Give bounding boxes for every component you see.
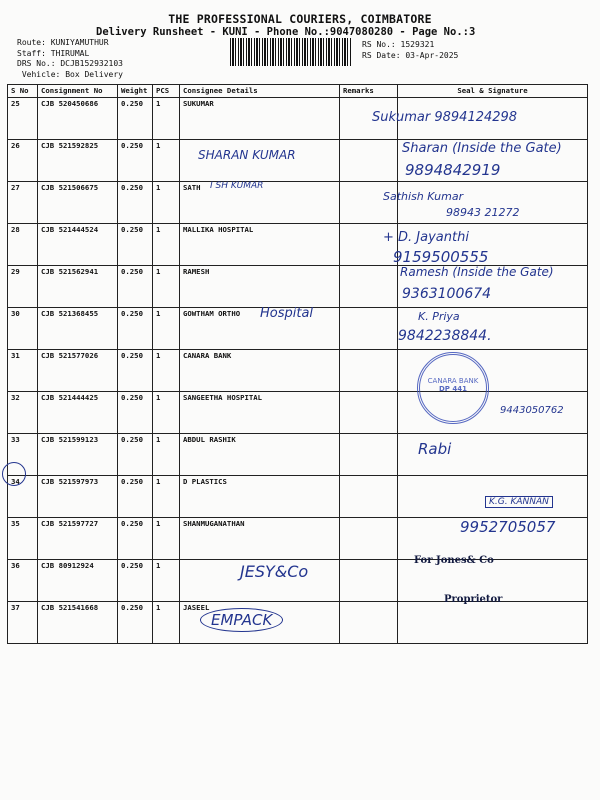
cell-remarks [340,266,398,308]
bank-seal-ring-text: CANARA BANK [427,377,479,385]
cell-pcs: 1 [153,140,180,182]
cell-consignee: ABDUL RASHIK [180,434,340,476]
staff-label: Staff: [17,48,46,58]
cell-remarks [340,350,398,392]
cell-remarks [340,518,398,560]
rs-no-value: 1529321 [400,40,435,49]
cell-sno: 27 [8,182,38,224]
cell-consignee: GOWTHAM ORTHO [180,308,340,350]
cell-pcs: 1 [153,434,180,476]
cell-sno: 34 [8,476,38,518]
handwritten-signature: + D. Jayanthi [383,230,469,245]
cell-weight: 0.250 [118,140,153,182]
cell-weight: 0.250 [118,602,153,644]
cell-pcs: 1 [153,476,180,518]
handwritten-signature: Sukumar 9894124298 [372,110,518,125]
cell-pcs: 1 [153,224,180,266]
cell-pcs: 1 [153,266,180,308]
cell-consignment: CJB 521444524 [38,224,118,266]
cell-pcs: 1 [153,392,180,434]
cell-sno: 36 [8,560,38,602]
handwritten-consignee-name: EMPACK [200,608,283,632]
cell-pcs: 1 [153,350,180,392]
runsheet-subtitle: Delivery Runsheet - KUNI - Phone No.:9047080280 - Page No.:3 [96,26,476,38]
cell-sno: 33 [8,434,38,476]
cell-consignment: CJB 520450686 [38,98,118,140]
table-row [8,224,588,266]
table-row [8,602,588,644]
cell-pcs: 1 [153,182,180,224]
cell-weight: 0.250 [118,518,153,560]
cell-consignment: CJB 521597727 [38,518,118,560]
cell-sno: 28 [8,224,38,266]
table-header-row [8,85,588,98]
cell-weight: 0.250 [118,350,153,392]
barcode [230,38,352,66]
handwritten-signature: Ramesh (Inside the Gate) [400,265,554,279]
vehicle-label: Vehicle: [21,69,61,79]
rs-date-label: RS Date: [362,50,401,60]
cell-weight: 0.250 [118,560,153,602]
col-header-signature: Seal & Signature [398,85,588,98]
cell-weight: 0.250 [118,266,153,308]
cell-sno: 35 [8,518,38,560]
cell-pcs: 1 [153,308,180,350]
bank-seal-center-text: DP 441 [439,385,467,393]
runsheet-meta-right [362,40,458,61]
cell-weight: 0.250 [118,476,153,518]
cell-weight: 0.250 [118,434,153,476]
cell-consignee: CANARA BANK [180,350,340,392]
cell-consignee: SUKUMAR [180,98,340,140]
drs-label: DRS No.: [17,59,56,68]
cell-consignment: CJB 521577026 [38,350,118,392]
cell-consignment: CJB 521541668 [38,602,118,644]
bank-seal-stamp [417,352,489,424]
col-header-consignee: Consignee Details [180,85,340,98]
cell-weight: 0.250 [118,392,153,434]
runsheet-meta-left [17,38,123,80]
drs-value: DCJB152932103 [60,59,123,68]
handwritten-consignee-name: I SH KUMAR [210,181,264,191]
cell-sno: 29 [8,266,38,308]
table-row [8,434,588,476]
proprietor-stamp-text: Proprietor [444,594,503,605]
route-label: Route: [17,38,46,47]
cell-remarks [340,434,398,476]
col-header-weight: Weight [118,85,153,98]
handwritten-signature: Sharan (Inside the Gate) [402,141,562,156]
handwritten-signature: K.G. KANNAN [485,496,553,508]
cell-remarks [340,308,398,350]
table-row [8,350,588,392]
cell-sno: 30 [8,308,38,350]
handwritten-consignee-name: JESY&Co [240,562,309,581]
cell-consignee: SHANMUGANATHAN [180,518,340,560]
handwritten-phone: 98943 21272 [446,206,520,219]
cell-signature [398,602,588,644]
cell-consignment: CJB 521592825 [38,140,118,182]
cell-remarks [340,476,398,518]
cell-consignee: D PLASTICS [180,476,340,518]
cell-pcs: 1 [153,518,180,560]
cell-consignment: CJB 521562941 [38,266,118,308]
col-header-consignment: Consignment No [38,85,118,98]
runsheet-table [7,84,588,644]
company-title: THE PROFESSIONAL COURIERS, COIMBATORE [168,12,432,26]
rs-date-value: 03-Apr-2025 [405,50,459,60]
rs-no-label: RS No.: [362,40,396,49]
cell-remarks [340,602,398,644]
cell-sno: 25 [8,98,38,140]
handwritten-consignee-note: Hospital [260,306,314,321]
cell-sno: 37 [8,602,38,644]
col-header-pcs: PCS [153,85,180,98]
cell-pcs: 1 [153,602,180,644]
cell-consignment: CJB 521506675 [38,182,118,224]
cell-weight: 0.250 [118,98,153,140]
circled-row-mark [2,462,26,486]
company-stamp-text: For Jones& Co [414,555,494,566]
staff-value: THIRUMAL [50,48,90,58]
cell-weight: 0.250 [118,224,153,266]
cell-weight: 0.250 [118,308,153,350]
cell-weight: 0.250 [118,182,153,224]
handwritten-phone: 9894842919 [405,161,501,179]
handwritten-consignee-name: SHARAN KUMAR [198,148,296,162]
cell-consignment: CJB 521599123 [38,434,118,476]
handwritten-phone: 9363100674 [402,286,492,302]
cell-pcs: 1 [153,560,180,602]
vehicle-value: Box Delivery [65,69,123,79]
handwritten-phone: 9952705057 [460,518,556,536]
handwritten-signature: K. Priya [418,310,460,323]
col-header-remarks: Remarks [340,85,398,98]
cell-consignee: SATH [180,182,340,224]
handwritten-signature: Rabi [418,440,452,458]
cell-remarks [340,560,398,602]
cell-sno: 31 [8,350,38,392]
cell-pcs: 1 [153,98,180,140]
cell-consignee: RAMESH [180,266,340,308]
cell-consignment: CJB 521597973 [38,476,118,518]
cell-consignment: CJB 80912924 [38,560,118,602]
route-value: KUNIYAMUTHUR [50,38,109,47]
handwritten-phone: 9159500555 [393,248,489,266]
handwritten-phone: 9443050762 [500,405,564,416]
cell-consignee: JASEEL [180,602,340,644]
cell-consignment: CJB 521368455 [38,308,118,350]
cell-remarks [340,140,398,182]
cell-remarks [340,392,398,434]
col-header-sno: S No [8,85,38,98]
cell-consignee: MALLIKA HOSPITAL [180,224,340,266]
cell-sno: 32 [8,392,38,434]
cell-sno: 26 [8,140,38,182]
cell-consignment: CJB 521444425 [38,392,118,434]
handwritten-phone: 9842238844. [398,328,492,344]
handwritten-signature: Sathish Kumar [383,190,464,203]
cell-consignee: SANGEETHA HOSPITAL [180,392,340,434]
